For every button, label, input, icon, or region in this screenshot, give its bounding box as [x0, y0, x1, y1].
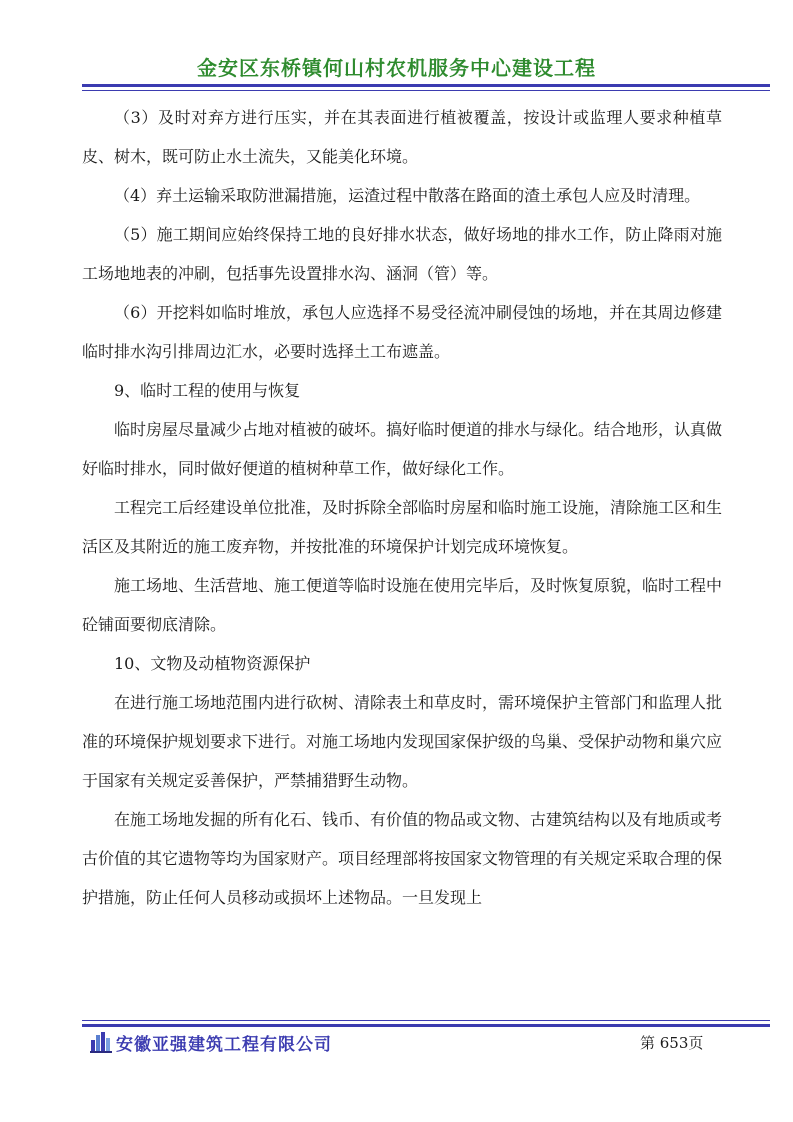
document-title: 金安区东桥镇何山村农机服务中心建设工程: [197, 56, 596, 80]
paragraph: 在进行施工场地范围内进行砍树、清除表土和草皮时，需环境保护主管部门和监理人批准的环境保护规划要求下进行。对施工场地内发现国家保护级的鸟巢、受保护动物和巢穴应于国家有关规定妥善保护，严禁捕猎野生动物。: [82, 693, 723, 790]
paragraph: 在施工场地发掘的所有化石、钱币、有价值的物品或文物、古建筑结构以及有地质或考古价值的其它遗物等均为国家财产。项目经理部将按国家文物管理的有关规定采取合理的保护措施，防止任何人员移动或损坏上述物品。一旦发现上: [82, 810, 723, 907]
header-rule-thin: [82, 90, 770, 91]
paragraph: 施工场地、生活营地、施工便道等临时设施在使用完毕后，及时恢复原貌，临时工程中砼铺面要彻底清除。: [82, 576, 723, 634]
section-heading: 9、临时工程的使用与恢复: [114, 381, 301, 400]
page-number: 第 653页: [640, 1034, 704, 1052]
document-body: [82, 98, 722, 917]
section-heading: 10、文物及动植物资源保护: [114, 654, 311, 673]
page-header: [0, 0, 793, 100]
footer-rule-thin: [82, 1020, 770, 1021]
paragraph: 临时房屋尽量减少占地对植被的破坏。搞好临时便道的排水与绿化。结合地形，认真做好临时排水，同时做好便道的植树种草工作，做好绿化工作。: [82, 420, 723, 478]
company-block: [90, 1030, 332, 1054]
paragraph: 工程完工后经建设单位批准，及时拆除全部临时房屋和临时施工设施，清除施工区和生活区及其附近的施工废弃物，并按批准的环境保护计划完成环境恢复。: [82, 498, 723, 556]
header-rule-thick: [82, 84, 770, 87]
paragraph: （5）施工期间应始终保持工地的良好排水状态，做好场地的排水工作，防止降雨对施工场地地表的冲刷，包括事先设置排水沟、涵洞（管）等。: [82, 225, 722, 283]
building-logo-icon: [90, 1031, 112, 1053]
footer-rule-thick: [82, 1024, 770, 1027]
paragraph: （3）及时对弃方进行压实，并在其表面进行植被覆盖，按设计或监理人要求种植草皮、树木，既可防止水土流失，又能美化环境。: [82, 108, 722, 166]
company-name: 安徽亚强建筑工程有限公司: [116, 1034, 332, 1055]
paragraph: （4）弃土运输采取防泄漏措施，运渣过程中散落在路面的渣土承包人应及时清理。: [114, 186, 701, 205]
paragraph: （6）开挖料如临时堆放，承包人应选择不易受径流冲刷侵蚀的场地，并在其周边修建临时排水沟引排周边汇水，必要时选择土工布遮盖。: [82, 303, 722, 361]
